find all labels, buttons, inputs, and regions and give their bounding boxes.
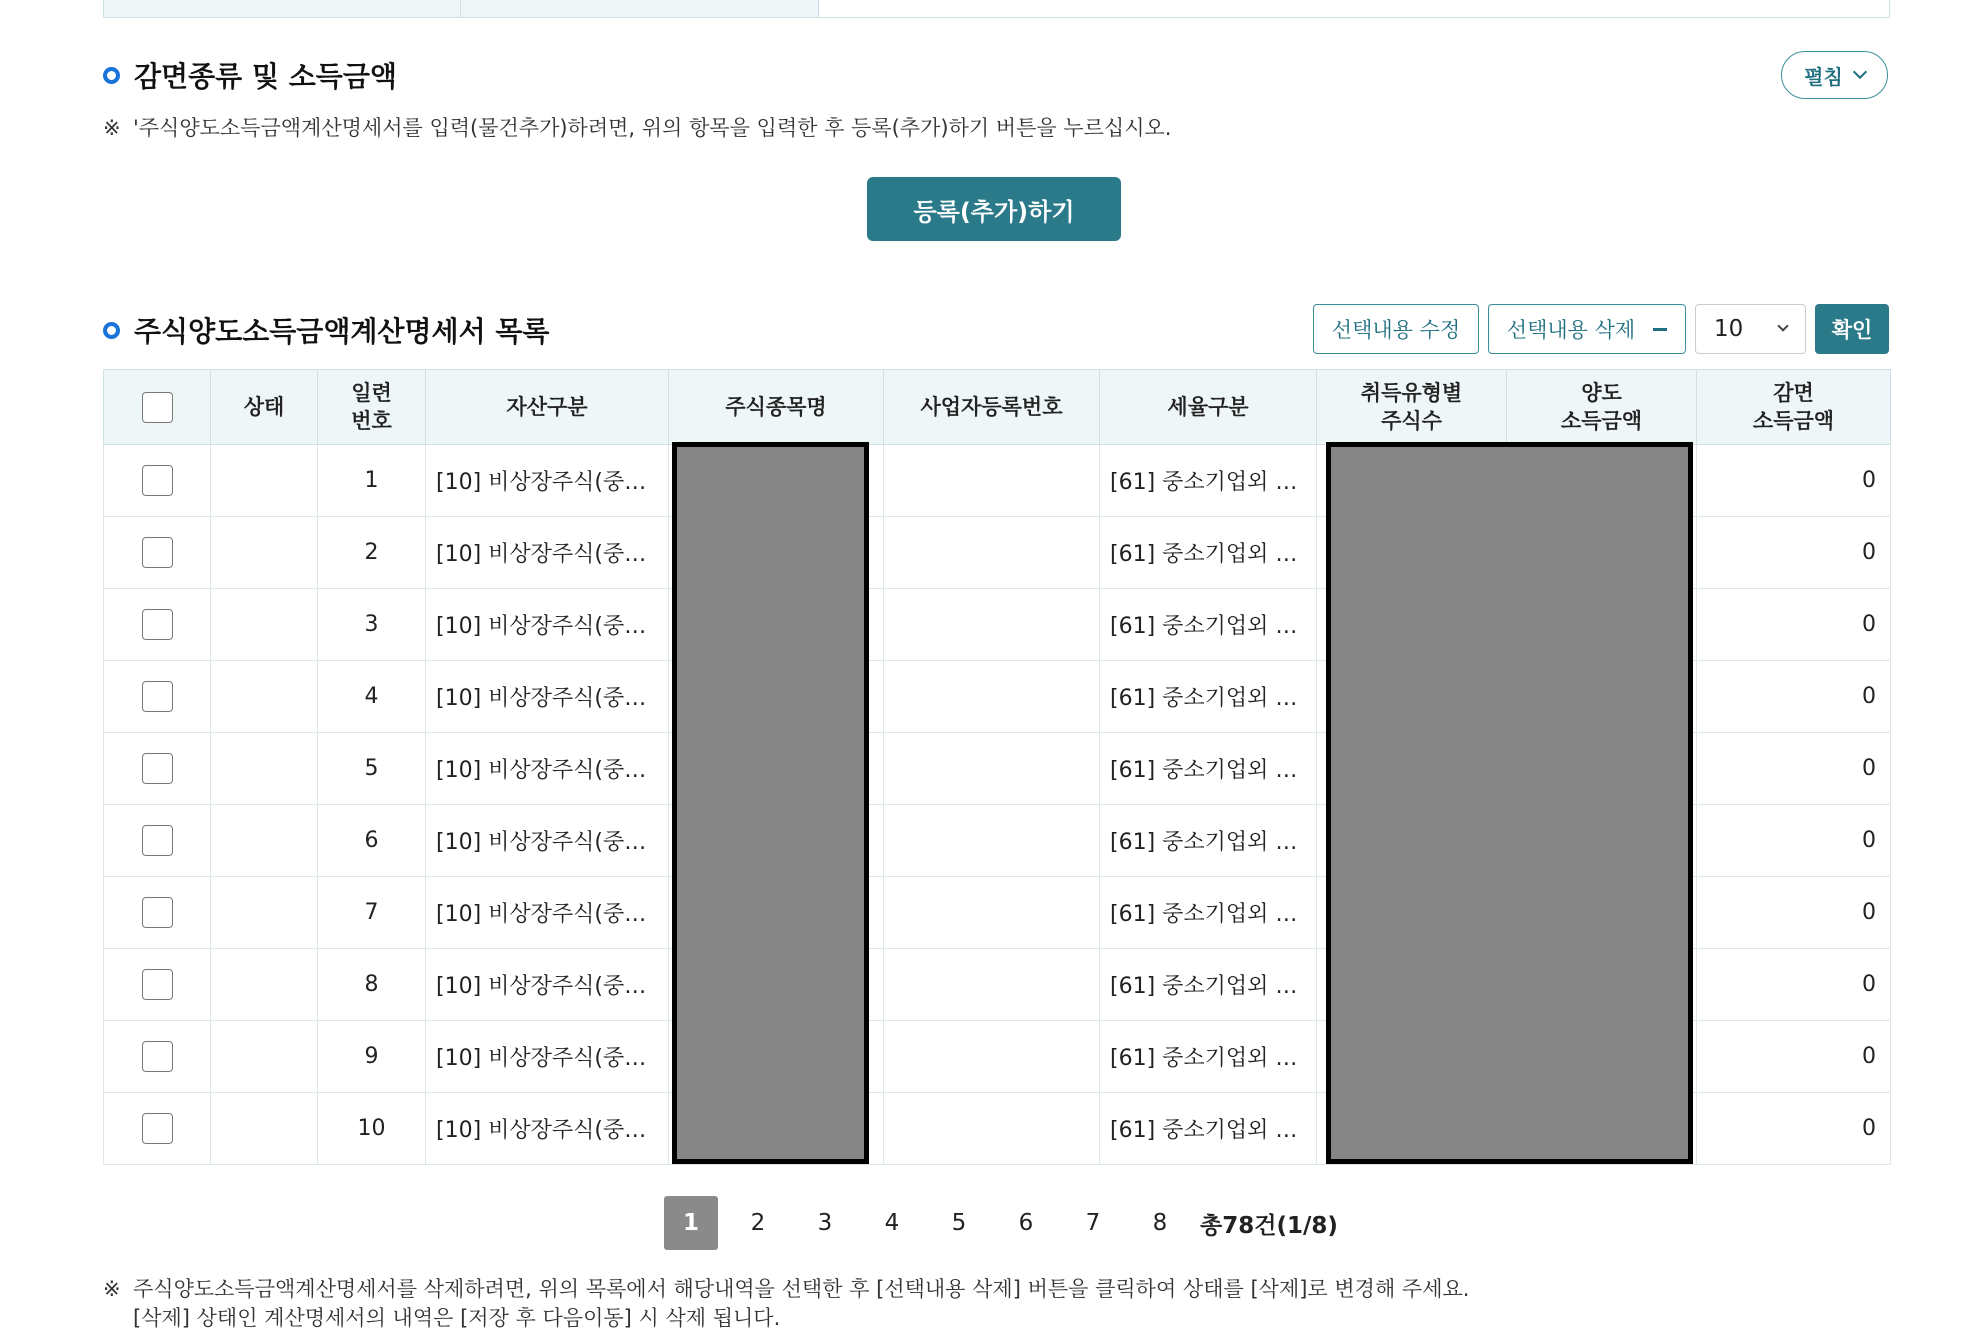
- header-transfer-income: [1507, 370, 1697, 445]
- row-serial: 8: [318, 949, 426, 1021]
- page-6-button[interactable]: 6: [1018, 1210, 1034, 1236]
- page-2-button[interactable]: 2: [750, 1210, 766, 1236]
- section-bullet-icon: [103, 67, 120, 84]
- header-shares-line2: 주식수: [1381, 409, 1442, 433]
- row-tax-rate: [61] 중소기업외 …: [1100, 1093, 1317, 1165]
- row-reduction-income: 0: [1697, 733, 1891, 805]
- row-select-cell: [104, 589, 211, 661]
- page-5-button[interactable]: 5: [951, 1210, 967, 1236]
- row-checkbox[interactable]: [142, 753, 173, 784]
- header-serial-line2: 번호: [351, 409, 392, 433]
- delete-selected-label: 선택내용 삭제: [1506, 318, 1636, 342]
- header-serial: [318, 370, 426, 445]
- row-reduction-income: 0: [1697, 877, 1891, 949]
- row-asset: [10] 비상장주식(중…: [426, 517, 669, 589]
- header-biz-no: 사업자등록번호: [884, 370, 1100, 445]
- row-serial: 7: [318, 877, 426, 949]
- reduction-section-title: [103, 55, 397, 95]
- list-toolbar: [1313, 304, 1889, 354]
- row-serial: 5: [318, 733, 426, 805]
- chevron-down-icon: [1853, 65, 1867, 79]
- row-select-cell: [104, 805, 211, 877]
- row-checkbox[interactable]: [142, 681, 173, 712]
- register-note: [103, 114, 1171, 143]
- row-status: [211, 445, 318, 517]
- row-biz-no: [884, 661, 1100, 733]
- row-biz-no: [884, 949, 1100, 1021]
- row-asset: [10] 비상장주식(중…: [426, 589, 669, 661]
- delete-selected-button[interactable]: [1488, 304, 1686, 354]
- row-reduction-income: 0: [1697, 1093, 1891, 1165]
- chevron-down-icon: [1777, 320, 1788, 331]
- row-tax-rate: [61] 중소기업외 …: [1100, 1021, 1317, 1093]
- expand-toggle-label: 펼침: [1804, 64, 1843, 89]
- reduction-section-title-text: 감면종류 및 소득금액: [134, 60, 397, 93]
- confirm-button[interactable]: 확인: [1815, 304, 1889, 354]
- row-select-cell: [104, 733, 211, 805]
- table-edge-cell: [104, 0, 461, 17]
- row-checkbox[interactable]: [142, 1041, 173, 1072]
- previous-section-table-edge: [103, 0, 1890, 18]
- page-4-button[interactable]: 4: [884, 1210, 900, 1236]
- row-checkbox[interactable]: [142, 465, 173, 496]
- row-biz-no: [884, 517, 1100, 589]
- row-tax-rate: [61] 중소기업외 …: [1100, 589, 1317, 661]
- header-transfer-line2: 소득금액: [1560, 409, 1643, 433]
- row-reduction-income: 0: [1697, 517, 1891, 589]
- header-shares: [1317, 370, 1507, 445]
- row-biz-no: [884, 805, 1100, 877]
- row-checkbox[interactable]: [142, 1113, 173, 1144]
- row-status: [211, 877, 318, 949]
- row-reduction-income: 0: [1697, 805, 1891, 877]
- redaction-block-shares-transfer: [1326, 442, 1693, 1164]
- page-8-button[interactable]: 8: [1152, 1210, 1168, 1236]
- row-tax-rate: [61] 중소기업외 …: [1100, 949, 1317, 1021]
- list-section-title-text: 주식양도소득금액계산명세서 목록: [134, 315, 550, 348]
- row-select-cell: [104, 445, 211, 517]
- row-asset: [10] 비상장주식(중…: [426, 733, 669, 805]
- row-select-cell: [104, 877, 211, 949]
- row-asset: [10] 비상장주식(중…: [426, 445, 669, 517]
- row-tax-rate: [61] 중소기업외 …: [1100, 445, 1317, 517]
- expand-toggle-button[interactable]: [1781, 51, 1888, 99]
- row-reduction-income: 0: [1697, 589, 1891, 661]
- page-7-button[interactable]: 7: [1085, 1210, 1101, 1236]
- row-asset: [10] 비상장주식(중…: [426, 877, 669, 949]
- row-tax-rate: [61] 중소기업외 …: [1100, 877, 1317, 949]
- delete-note-line2: [삭제] 상태인 계산명세서의 내역은 [저장 후 다음이동] 시 삭제 됩니다.: [133, 1306, 781, 1330]
- pagination: [664, 1196, 1338, 1250]
- row-status: [211, 733, 318, 805]
- row-biz-no: [884, 733, 1100, 805]
- row-tax-rate: [61] 중소기업외 …: [1100, 733, 1317, 805]
- row-status: [211, 517, 318, 589]
- row-tax-rate: [61] 중소기업외 …: [1100, 517, 1317, 589]
- row-select-cell: [104, 1093, 211, 1165]
- row-biz-no: [884, 1093, 1100, 1165]
- row-select-cell: [104, 949, 211, 1021]
- row-tax-rate: [61] 중소기업외 …: [1100, 805, 1317, 877]
- header-status: 상태: [211, 370, 318, 445]
- header-transfer-line1: 양도: [1581, 381, 1622, 405]
- row-serial: 6: [318, 805, 426, 877]
- page-size-select[interactable]: [1695, 304, 1806, 354]
- row-status: [211, 805, 318, 877]
- row-biz-no: [884, 589, 1100, 661]
- select-all-checkbox[interactable]: [142, 392, 173, 423]
- row-reduction-income: 0: [1697, 949, 1891, 1021]
- row-checkbox[interactable]: [142, 969, 173, 1000]
- row-biz-no: [884, 1021, 1100, 1093]
- row-select-cell: [104, 661, 211, 733]
- edit-selected-label: 선택내용 수정: [1331, 318, 1461, 342]
- row-asset: [10] 비상장주식(중…: [426, 1021, 669, 1093]
- row-asset: [10] 비상장주식(중…: [426, 949, 669, 1021]
- header-reduction-income: [1697, 370, 1891, 445]
- note-mark: ※: [103, 116, 121, 140]
- edit-selected-button[interactable]: [1313, 304, 1479, 354]
- redaction-block-stock-name: [672, 442, 869, 1164]
- row-asset: [10] 비상장주식(중…: [426, 661, 669, 733]
- row-status: [211, 949, 318, 1021]
- row-select-cell: [104, 1021, 211, 1093]
- note-mark: ※: [103, 1277, 121, 1301]
- row-checkbox[interactable]: [142, 897, 173, 928]
- total-count: 총78건(1/8): [1200, 1212, 1338, 1239]
- header-reduction-line2: 소득금액: [1752, 409, 1835, 433]
- row-asset: [10] 비상장주식(중…: [426, 805, 669, 877]
- minus-icon: [1653, 328, 1667, 331]
- row-select-cell: [104, 517, 211, 589]
- row-serial: 1: [318, 445, 426, 517]
- row-status: [211, 589, 318, 661]
- row-status: [211, 1093, 318, 1165]
- delete-note-line1: 주식양도소득금액계산명세서를 삭제하려면, 위의 목록에서 해당내역을 선택한 후 [선택내용 삭제] 버튼을 클릭하여 상태를 [삭제]로 변경해 주세요.: [133, 1277, 1470, 1301]
- row-asset: [10] 비상장주식(중…: [426, 1093, 669, 1165]
- row-reduction-income: 0: [1697, 661, 1891, 733]
- row-serial: 10: [318, 1093, 426, 1165]
- delete-note: [103, 1275, 1469, 1333]
- row-biz-no: [884, 877, 1100, 949]
- row-checkbox[interactable]: [142, 825, 173, 856]
- row-checkbox[interactable]: [142, 609, 173, 640]
- row-serial: 3: [318, 589, 426, 661]
- table-header-row: [104, 370, 1891, 445]
- header-asset: 자산구분: [426, 370, 669, 445]
- row-serial: 2: [318, 517, 426, 589]
- row-reduction-income: 0: [1697, 1021, 1891, 1093]
- row-serial: 4: [318, 661, 426, 733]
- page-1-button[interactable]: 1: [664, 1196, 718, 1250]
- header-serial-line1: 일련: [351, 381, 392, 405]
- row-tax-rate: [61] 중소기업외 …: [1100, 661, 1317, 733]
- page-size-value: 10: [1714, 316, 1744, 342]
- section-bullet-icon: [103, 322, 120, 339]
- header-stock-name: 주식종목명: [669, 370, 884, 445]
- table-edge-cell: [461, 0, 819, 17]
- header-tax-rate: 세율구분: [1100, 370, 1317, 445]
- row-checkbox[interactable]: [142, 537, 173, 568]
- row-status: [211, 661, 318, 733]
- row-status: [211, 1021, 318, 1093]
- row-biz-no: [884, 445, 1100, 517]
- register-add-button[interactable]: 등록(추가)하기: [867, 177, 1121, 241]
- list-section-title: [103, 310, 549, 350]
- select-all-cell: [104, 370, 211, 445]
- header-reduction-line1: 감면: [1773, 381, 1814, 405]
- row-serial: 9: [318, 1021, 426, 1093]
- header-shares-line1: 취득유형별: [1360, 381, 1463, 405]
- page-3-button[interactable]: 3: [817, 1210, 833, 1236]
- register-note-text: '주식양도소득금액계산명세서를 입력(물건추가)하려면, 위의 항목을 입력한 후 등록(추가)하기 버튼을 누르십시오.: [133, 116, 1172, 140]
- row-reduction-income: 0: [1697, 445, 1891, 517]
